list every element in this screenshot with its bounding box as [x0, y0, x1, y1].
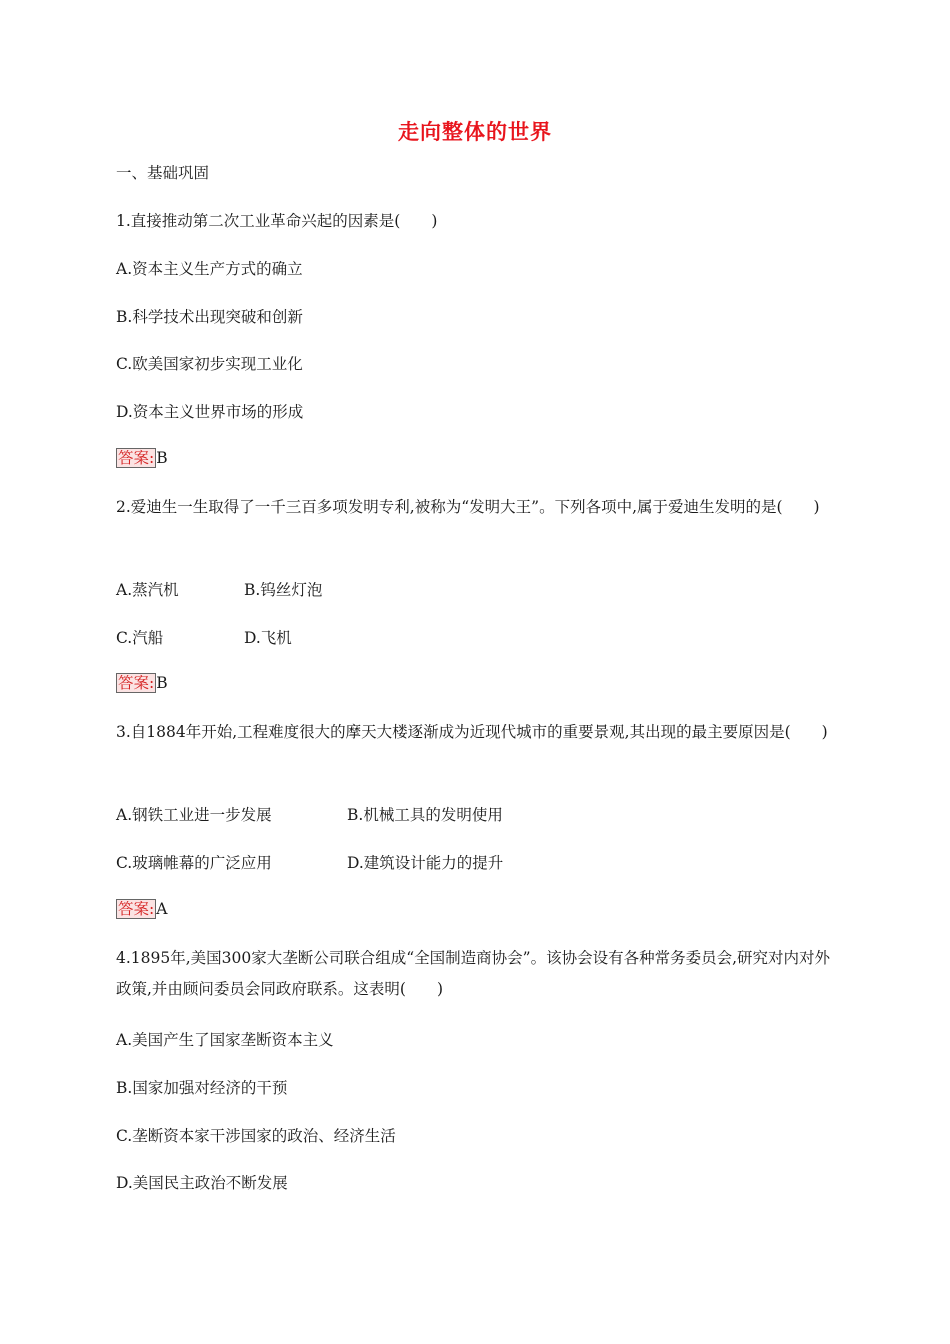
answer-value: B	[156, 674, 168, 692]
q4-stem: 4.1895年,美国300家大垄断公司联合组成“全国制造商协会”。该协会设有各种常务委员会,研究对内对外政策,并由顾问委员会同政府联系。这表明( )	[116, 949, 831, 998]
q2-option-a: A.蒸汽机	[116, 581, 179, 599]
q1-option-b: B.科学技术出现突破和创新	[116, 308, 303, 326]
q1-stem: 1.直接推动第二次工业革命兴起的因素是( )	[116, 212, 438, 230]
q2-stem: 2.爱迪生一生取得了一千三百多项发明专利,被称为“发明大王”。下列各项中,属于爱迪生发明的是( )	[116, 498, 820, 516]
answer-value: B	[156, 449, 168, 467]
q4-option-a: A.美国产生了国家垄断资本主义	[116, 1031, 334, 1049]
q2-option-d: D.飞机	[244, 629, 292, 647]
answer-label: 答案:	[118, 449, 155, 467]
q2-option-b: B.钨丝灯泡	[244, 581, 323, 599]
answer-label: 答案:	[118, 900, 155, 918]
page-title: 走向整体的世界	[398, 120, 552, 144]
q2-option-c: C.汽船	[116, 629, 164, 647]
q1-option-a: A.资本主义生产方式的确立	[116, 260, 303, 278]
q2-answer	[116, 673, 168, 693]
q1-option-c: C.欧美国家初步实现工业化	[116, 355, 303, 373]
q1-option-d: D.资本主义世界市场的形成	[116, 403, 304, 421]
q4-option-d: D.美国民主政治不断发展	[116, 1174, 288, 1192]
q3-option-c: C.玻璃帷幕的广泛应用	[116, 854, 272, 872]
q3-option-a: A.钢铁工业进一步发展	[116, 806, 272, 824]
q3-option-d: D.建筑设计能力的提升	[347, 854, 504, 872]
q3-stem: 3.自1884年开始,工程难度很大的摩天大楼逐渐成为近现代城市的重要景观,其出现的最主要原因是( )	[116, 723, 828, 741]
section-heading: 一、基础巩固	[116, 164, 210, 182]
q3-option-b: B.机械工具的发明使用	[347, 806, 503, 824]
q1-answer	[116, 448, 168, 468]
answer-value: A	[156, 900, 168, 918]
q3-answer	[116, 899, 167, 919]
q4-option-c: C.垄断资本家干涉国家的政治、经济生活	[116, 1127, 396, 1145]
answer-label: 答案:	[118, 674, 155, 692]
q4-option-b: B.国家加强对经济的干预	[116, 1079, 288, 1097]
